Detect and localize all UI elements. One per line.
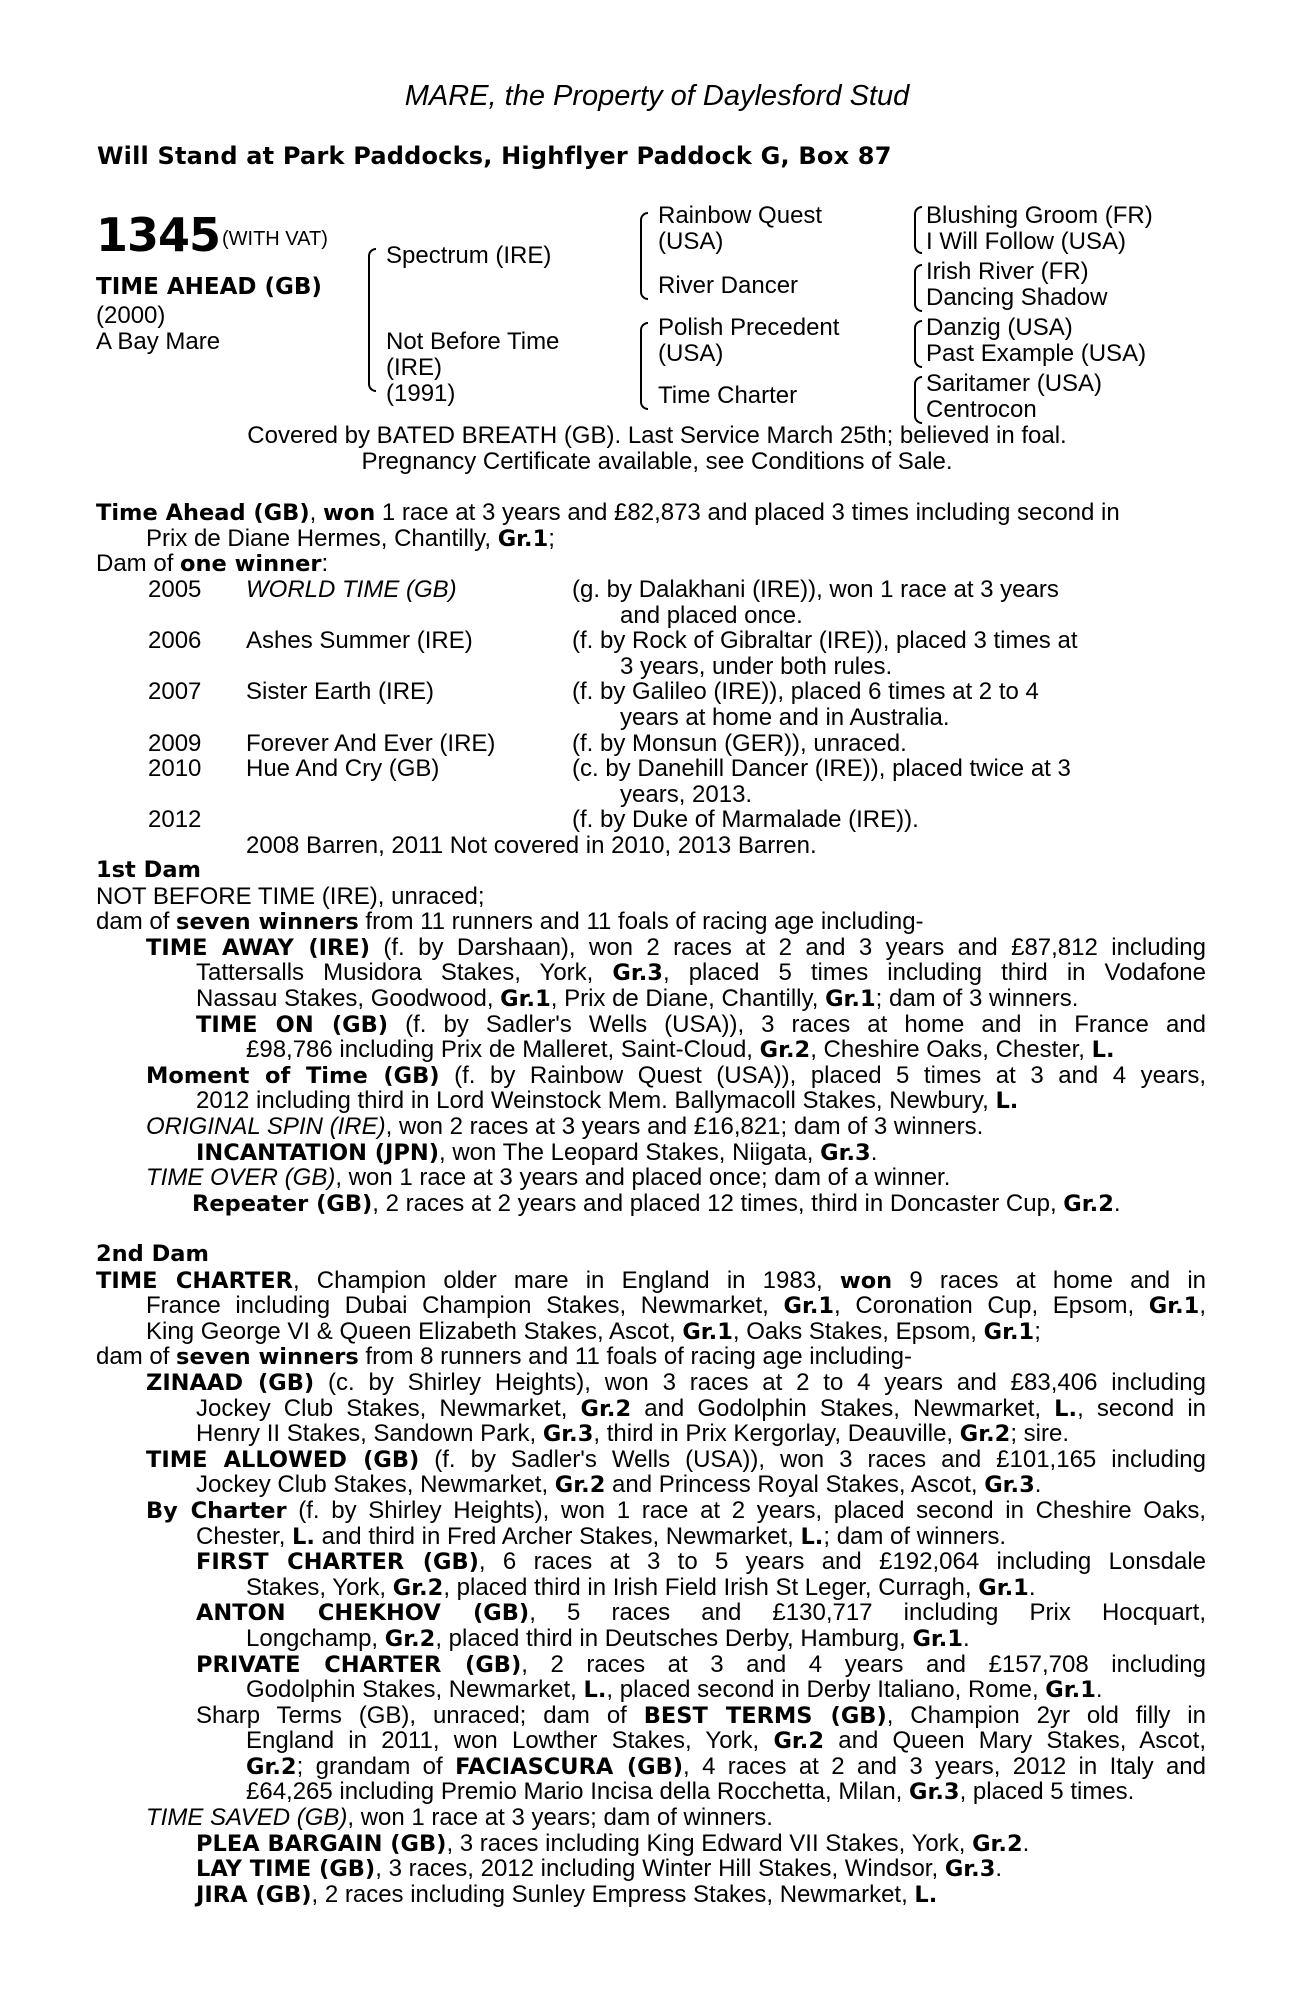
grade-label: Gr.1 [497,525,549,552]
pregnancy-note: Pregnancy Certificate available, see Conditions of Sale. [361,448,953,475]
pedigree-dam-country: (IRE) [386,354,442,381]
progeny-record-cont: 3 years, under both rules. [620,652,893,680]
barren-note: 2008 Barren, 2011 Not covered in 2010, 2013 Barren. [246,832,817,859]
text: and third in Fred Archer Stakes, Newmarket, [314,1522,801,1550]
grade-label: Gr.2 [972,1830,1023,1857]
dam-of-label: Dam of [96,550,181,578]
pedigree-ssd: I Will Follow (USA) [926,228,1127,255]
progeny-name: Repeater (GB) [192,1190,373,1217]
stand-location: Will Stand at Park Paddocks, Highflyer Paddock G, Box 87 [97,142,892,170]
text: , Champion older mare in England in 1983, [292,1267,840,1294]
winner-count: seven winners [176,1344,359,1371]
grade-label: Gr.2 [773,1728,825,1754]
pedigree-brace-g3 [914,320,922,368]
text: Henry II Stakes, Sandown Park, [196,1420,543,1448]
text: , 6 races at 3 to 5 years and £192,064 including Lonsdale [478,1549,1206,1575]
text: , Champion 2yr old filly in [886,1702,1206,1729]
progeny-name: ANTON CHEKHOV (GB) [196,1600,530,1626]
text: Jockey Club Stakes, Newmarket, [196,1471,555,1499]
text: (f. by Darshaan), won 2 races at 2 and 3 years and £87,812 including [370,934,1206,961]
text: from 11 runners and 11 foals of racing age including- [358,908,924,936]
grade-label: Gr.2 [959,1421,1011,1448]
grade-label: Gr.1 [978,1574,1029,1601]
progeny-name: ORIGINAL SPIN (IRE) [146,1112,386,1140]
pedigree-dam-sire-country: (USA) [658,340,724,367]
progeny-name: FIRST CHARTER (GB) [196,1549,479,1575]
text: (f. by Sadler's Wells (USA)), won 3 races and £101,165 including [419,1446,1206,1473]
progeny-name: Hue And Cry (GB) [246,755,440,783]
mare-record-text2: Prix de Diane Hermes, Chantilly, [146,524,498,552]
pedigree-brace-dam [640,322,648,410]
grade-label: Gr.2 [580,1395,632,1422]
grade-label: L. [995,1088,1019,1115]
pedigree-dss: Danzig (USA) [926,314,1073,341]
grade-label: L. [1054,1395,1078,1422]
grade-label: Gr.2 [759,1037,811,1064]
second-dam-name: TIME CHARTER [96,1267,293,1294]
progeny-year: 2007 [148,678,202,706]
progeny-name: LAY TIME (GB) [196,1856,376,1883]
text: , won 1 race at 3 years; dam of winners. [347,1804,773,1832]
grade-label: Gr.1 [912,1625,963,1652]
text: , won The Leopard Stakes, Niigata, [439,1138,821,1166]
pedigree-sire-sire: Rainbow Quest [658,202,823,229]
text: Nassau Stakes, Goodwood, [196,984,501,1012]
pedigree-brace-g2 [914,264,922,312]
text: £64,265 including Premio Mario Incisa della Rocchetta, Milan, [246,1778,910,1806]
progeny-year: 2005 [148,576,202,603]
text: , third in Prix Kergorlay, Deauville, [593,1420,960,1448]
text: Tattersalls Musidora Stakes, York, [196,960,613,986]
text: , 3 races including King Edward VII Stakes, York, [446,1829,973,1857]
progeny-record-cont: and placed once. [620,601,803,629]
won-label: won [839,1267,893,1294]
progeny-name: PLEA BARGAIN (GB) [196,1830,447,1857]
text: , Oaks Stakes, Epsom, [732,1317,984,1345]
progeny-name: TIME OVER (GB) [146,1164,336,1192]
text: , second in [1077,1395,1206,1422]
text: , Prix de Diane, Chantilly, [550,984,826,1012]
text: Jockey Club Stakes, Newmarket, [196,1395,581,1422]
horse-name: TIME AHEAD (GB) [96,274,322,300]
pedigree-sss: Blushing Groom (FR) [926,202,1153,229]
text: £98,786 including Prix de Malleret, Saint-Cloud, [246,1036,760,1064]
first-dam-name: NOT BEFORE TIME (IRE), unraced; [96,882,485,910]
second-dam-heading: 2nd Dam [96,1241,209,1267]
second-dam-section: 2nd Dam TIME CHARTER, Champion older mare in England in 1983, won 9 races at home and in France including Dubai Champion Stakes, Newmarket, Gr.1, Coronation Cup, Epsom, Gr.1, King George VI & Queen Elizabeth Stakes, Ascot, Gr.1, Oaks Stakes, Epsom, Gr.1; dam of seven winners from 8 runners and 11 foals of racing age including- ZINAAD (GB) (c. by Shirley Heights), won 3 races at 2 to 4 years and £83,406 including Jockey Club Stakes, Newmarket, Gr.2 and Godolphin Stakes, Newmarket, L., second in Henry II Stakes, Sandown Park, Gr.3, third in Prix Kergorlay, Deauville, Gr.2; sire. TIME ALLOWED (GB) (f. by Sadler's Wells (USA)), won 3 races and £101,165 including Jockey Club Stakes, Newmarket, Gr.2 and Princess Royal Stakes, Ascot, Gr.3. By Charter (f. by Shirley Heights), won 1 race at 2 years, placed second in Cheshire Oaks, Chester, L. and third in Fred Archer Stakes, Newmarket, L.; dam of winners. FIRST CHARTER (GB), 6 races at 3 to 5 years and £192,064 including Lonsdale Stakes, York, Gr.2, placed third in Irish Field Irish St Leger, Curragh, Gr.1. ANTON CHEKHOV (GB), 5 races and £130,717 including Prix Hocquart, Longchamp, Gr.2, placed third in Deutsches Derby, Hamburg, Gr.1. PRIVATE CHARTER (GB), 2 races at 3 and 4 years and £157,708 including Godolphin Stakes, Newmarket, L., placed second in Derby Italiano, Rome, Gr.1. Sharp Terms (GB), unraced; dam of BEST TERMS (GB), Champion 2yr old filly in England in 2011, won Lowther Stakes, York, Gr.2 and Queen Mary Stakes, Ascot, Gr.2; grandam of FACIASCURA (GB), 4 races at 2 and 3 years, 2012 in Italy and £64,265 including Premio Mario Incisa della Rocchetta, Milan, Gr.3, placed 5 times. TIME SAVED (GB), won 1 race at 3 years; dam of winners. PLEA BARGAIN (GB), 3 races including King Edward VII Stakes, York, Gr.2. LAY TIME (GB), 3 races, 2012 including Winter Hill Stakes, Windsor, Gr.3. JIRA (GB), 2 races including Sunley Empress Stakes, Newmarket, L. [96,1241,1206,1908]
pedigree-dam-sire: Polish Precedent [658,314,840,341]
pedigree-sire-dam: River Dancer [658,272,799,299]
text: , won 1 race at 3 years and placed once; dam of a winner. [335,1164,951,1192]
foaling-year: (2000) [96,302,166,329]
text: (f. by Rainbow Quest (USA)), placed 5 times at 3 and 4 years, [439,1062,1206,1089]
horse-description: A Bay Mare [96,328,221,355]
text: , Coronation Cup, Epsom, [834,1293,1149,1319]
grade-label: Gr.2 [384,1625,436,1652]
progeny-record: (c. by Danehill Dancer (IRE)), placed twice at 3 [572,755,1071,783]
first-dam-section [96,858,1206,1216]
text: ; sire. [1010,1420,1070,1448]
punct: : [321,550,329,578]
pedigree-brace-sire [640,212,648,300]
grade-label: Gr.2 [246,1753,297,1780]
text: Sharp Terms (GB), unraced; dam of [196,1702,644,1729]
grade-label: Gr.3 [612,960,663,986]
pedigree-brace-g4 [914,376,922,424]
progeny-record: (f. by Monsun (GER)), unraced. [572,729,907,757]
grade-label: Gr.3 [984,1472,1035,1499]
progeny-year: 2012 [148,806,202,834]
pedigree-sds: Irish River (FR) [926,258,1089,285]
mare-record-text: 1 race at 3 years and £82,873 and placed 3 times including second in [375,499,1120,526]
text: dam of [96,1343,177,1371]
pedigree-dam-dam: Time Charter [658,382,798,409]
progeny-name: Forever And Ever (IRE) [246,729,496,757]
grade-label: Gr.2 [392,1574,444,1601]
text: (f. by Shirley Heights), won 1 race at 2 years, placed second in Cheshire Oaks, [286,1497,1206,1524]
grade-label: Gr.1 [1148,1293,1200,1319]
text: , placed third in Irish Field Irish St Leger, Curragh, [443,1573,979,1601]
text: and Queen Mary Stakes, Ascot, [824,1728,1206,1754]
text: Stakes, York, [246,1573,393,1601]
text: from 8 runners and 11 foals of racing age including- [358,1343,912,1371]
progeny-name: Ashes Summer (IRE) [246,627,473,655]
text: and Princess Royal Stakes, Ascot, [605,1471,985,1499]
text: France including Dubai Champion Stakes, Newmarket, [146,1293,784,1319]
text: , placed 5 times including third in Vodafone [662,960,1206,986]
text: , placed second in Derby Italiano, Rome, [606,1676,1046,1704]
progeny-record: (f. by Duke of Marmalade (IRE)). [572,806,919,834]
text: Chester, [196,1522,293,1550]
progeny-year: 2006 [148,627,202,655]
progeny-name: TIME AWAY (IRE) [146,934,370,961]
text: dam of [96,908,177,936]
progeny-name: WORLD TIME (GB) [246,576,457,603]
text: , 2 races at 2 years and placed 12 times, third in Doncaster Cup, [372,1189,1064,1217]
text: 2012 including third in Lord Weinstock Mem. Ballymacoll Stakes, Newbury, [196,1087,996,1115]
progeny-name: TIME SAVED (GB) [146,1804,348,1832]
pedigree-sire: Spectrum (IRE) [386,242,552,269]
first-dam-heading: 1st Dam [96,857,201,883]
pedigree-dds: Saritamer (USA) [926,370,1103,397]
mare-record: Time Ahead (GB), won 1 race at 3 years and £82,873 and placed 3 times including second in Prix de Diane Hermes, Chantilly, Gr.1; Dam of one winner: [96,499,1120,578]
progeny-record: (g. by Dalakhani (IRE)), won 1 race at 3 years [572,576,1059,603]
text: King George VI & Queen Elizabeth Stakes, Ascot, [146,1317,683,1345]
pedigree-dam-year: (1991) [386,380,456,407]
text: , Cheshire Oaks, Chester, [810,1036,1092,1064]
pedigree-brace-g1 [914,206,922,254]
progeny-record-cont: years at home and in Australia. [620,704,950,731]
pedigree-sire-sire-country: (USA) [658,228,724,255]
text: , 3 races, 2012 including Winter Hill Stakes, Windsor, [375,1855,945,1883]
grade-label: Gr.3 [909,1779,960,1806]
grade-label: Gr.3 [944,1856,996,1883]
grade-label: Gr.1 [682,1318,733,1345]
progeny-record-cont: years, 2013. [620,780,753,808]
progeny-year: 2009 [148,729,202,757]
grade-label: Gr.3 [820,1139,871,1166]
progeny-name: JIRA (GB) [196,1881,312,1908]
text: , 5 races and £130,717 including Prix Hocquart, [529,1600,1206,1626]
text: England in 2011, won Lowther Stakes, York, [246,1728,774,1754]
progeny-name: By Charter [146,1497,287,1524]
text: , placed third in Deutsches Derby, Hamburg, [435,1624,913,1652]
grade-label: Gr.2 [554,1472,606,1499]
punct: . [1113,1189,1121,1217]
text: Longchamp, [246,1624,385,1652]
winner-count: seven winners [176,909,359,936]
pedigree-brace-main [368,248,376,392]
lot-number: 1345 [96,208,221,262]
pedigree-dam: Not Before Time [386,328,560,355]
punct: ; [548,524,555,552]
progeny-name: BEST TERMS (GB) [643,1702,887,1729]
grade-label: L. [914,1881,938,1908]
grade-label: L. [583,1677,607,1704]
text: (f. by Sadler's Wells (USA)), 3 races at home and in France and [388,1011,1206,1038]
text: , 4 races at 2 and 3 years, 2012 in Italy and [683,1753,1206,1780]
text: ; dam of winners. [823,1522,1007,1550]
text: , 2 races at 3 and 4 years and £157,708 including [521,1651,1206,1678]
grade-label: L. [1091,1037,1115,1064]
pedigree-sdd: Dancing Shadow [926,284,1108,311]
progeny-name: ZINAAD (GB) [146,1369,315,1396]
text: , won 2 races at 3 years and £16,821; dam of 3 winners. [385,1112,984,1140]
text: 9 races at home and in [892,1267,1206,1294]
text: ; dam of 3 winners. [875,984,1079,1012]
mare-name: Time Ahead (GB) [96,500,310,526]
progeny-name: TIME ALLOWED (GB) [146,1446,420,1473]
winner-count: one winner [180,551,322,578]
pedigree-ddd: Centrocon [926,396,1037,423]
progeny-name: FACIASCURA (GB) [455,1753,684,1780]
progeny-record: (f. by Galileo (IRE)), placed 6 times at 2 to 4 [572,678,1039,706]
grade-label: L. [292,1523,315,1550]
progeny-name: Moment of Time (GB) [146,1062,440,1089]
text: and Godolphin Stakes, Newmarket, [631,1395,1055,1422]
grade-label: L. [800,1523,824,1550]
text: , placed 5 times. [959,1778,1135,1806]
text: (c. by Shirley Heights), won 3 races at 2 to 4 years and £83,406 including [314,1369,1206,1396]
covered-note: Covered by BATED BREATH (GB). Last Service March 25th; believed in foal. [247,422,1067,449]
grade-label: Gr.1 [500,985,551,1012]
grade-label: Gr.1 [1045,1677,1096,1704]
progeny-name: Sister Earth (IRE) [246,678,435,706]
page-title: MARE, the Property of Daylesford Stud [404,80,910,112]
progeny-name: TIME ON (GB) [196,1011,389,1038]
grade-label: Gr.1 [825,985,876,1012]
grade-label: Gr.3 [542,1421,594,1448]
punct: . [870,1138,878,1166]
text: , 2 races including Sunley Empress Stakes, Newmarket, [311,1880,915,1908]
vat-label: (WITH VAT) [222,228,328,250]
progeny-record: (f. by Rock of Gibraltar (IRE)), placed 3 times at [572,627,1078,655]
pedigree-dsd: Past Example (USA) [926,340,1147,367]
grade-label: Gr.1 [983,1318,1035,1345]
progeny-name: INCANTATION (JPN) [196,1139,439,1166]
grade-label: Gr.2 [1063,1190,1114,1217]
grade-label: Gr.1 [783,1293,835,1319]
won-label: won [322,500,376,526]
text: Godolphin Stakes, Newmarket, [246,1676,584,1704]
progeny-year: 2010 [148,755,202,783]
progeny-name: PRIVATE CHARTER (GB) [196,1651,522,1678]
text: ; grandam of [296,1753,456,1780]
